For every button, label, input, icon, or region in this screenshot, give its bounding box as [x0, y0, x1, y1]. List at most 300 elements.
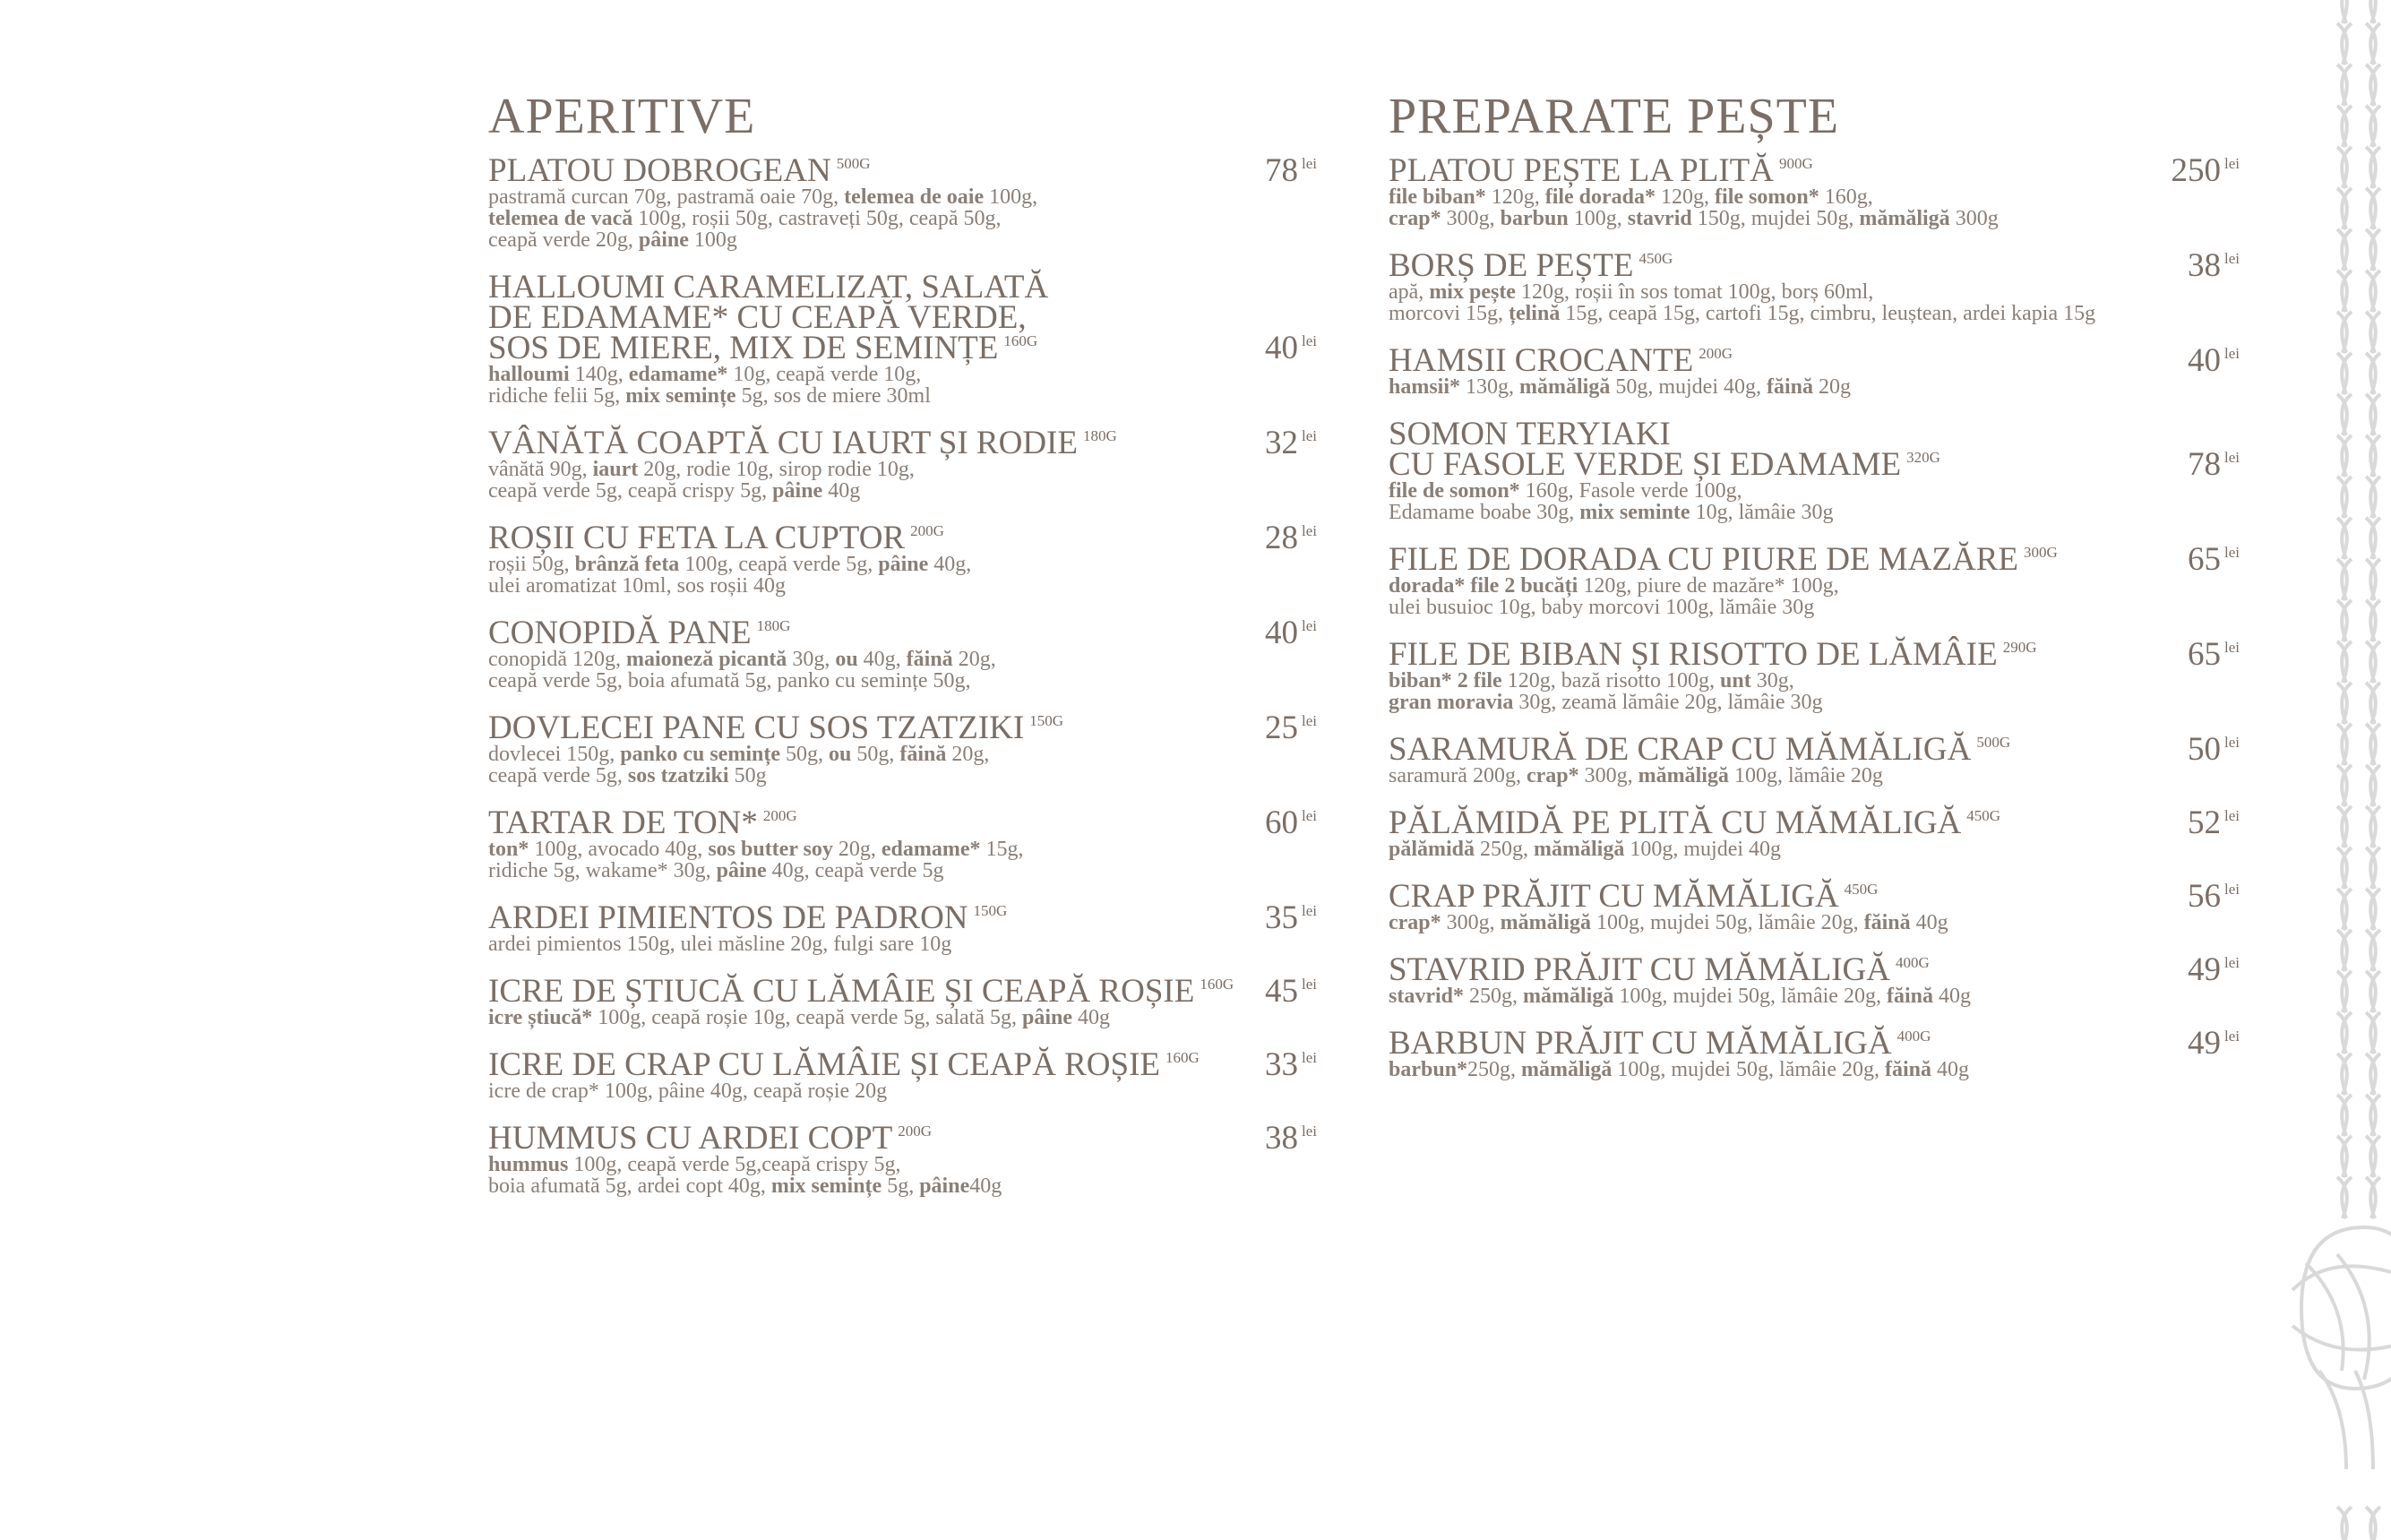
dish-ingredients: [1389, 575, 2159, 618]
ingredient-text: 40g: [1932, 984, 1971, 1008]
ingredients-line: [488, 364, 1236, 385]
price-value: 78: [1265, 151, 1298, 189]
menu-item: [1389, 151, 2240, 230]
ingredient-highlight: mix seminte: [1579, 500, 1690, 524]
dish-price: [1265, 709, 1317, 746]
ingredient-text: 30g, zeamă lămâie 20g, lămâie 30g: [1513, 690, 1823, 714]
menu-item: [1389, 415, 2240, 524]
ingredient-text: 100g: [688, 228, 737, 252]
ingredient-text: 20g,: [832, 837, 882, 861]
ingredient-text: 15g, ceapă 15g, cartofi 15g, cimbru, leuștean, ardei kapia 15g: [1560, 301, 2096, 325]
menu-item: [1389, 341, 2240, 399]
menu-item: [1389, 951, 2240, 1008]
menu-item: [488, 614, 1317, 693]
dish-weight: 160G: [1003, 332, 1038, 350]
ingredient-text: apă,: [1389, 280, 1430, 304]
dish-price: [1265, 1045, 1317, 1083]
dish-weight: 180G: [756, 617, 791, 635]
ingredient-text: 250g,: [1464, 984, 1523, 1008]
ingredients-line: [1389, 376, 2159, 398]
dish-name-line: FILE DE BIBAN ȘI RISOTTO DE LĂMÂIE $^{290G}$: [1389, 635, 2037, 673]
currency-label: lei: [2224, 881, 2240, 899]
dish-price: [1265, 329, 1317, 366]
ingredient-highlight: mămăligă: [1519, 374, 1611, 399]
ingredient-highlight: pâine: [716, 858, 767, 882]
dish-price: [1265, 424, 1317, 461]
ingredient-highlight: maioneză picantă: [625, 647, 787, 671]
ingredients-line: [488, 670, 1236, 692]
price-value: 65: [2188, 540, 2221, 578]
ingredients-line: [1389, 480, 2159, 502]
ingredient-highlight: halloumi: [488, 362, 570, 386]
ingredient-text: 100g, ceapă verde 5g,ceapă crispy 5g,: [568, 1152, 901, 1176]
dish-name: [488, 268, 1236, 366]
price-value: 38: [1265, 1119, 1298, 1157]
ingredient-highlight: mix pește: [1429, 280, 1516, 304]
ingredient-text: 20g, rodie 10g, sirop rodie 10g,: [638, 457, 915, 481]
currency-label: lei: [1302, 332, 1317, 350]
currency-label: lei: [2224, 544, 2240, 562]
ingredient-text: 250g,: [1467, 1057, 1522, 1081]
dish-name-line: VÂNĂTĂ COAPTĂ CU IAURT ȘI RODIE $^{180G}$: [488, 424, 1117, 461]
ingredient-highlight: ton*: [488, 837, 529, 861]
dish-weight: 180G: [1082, 427, 1117, 445]
menu-item: [1389, 730, 2240, 787]
price-value: 56: [2188, 877, 2221, 915]
ingredient-highlight: mămăligă: [1859, 206, 1950, 230]
ingredient-text: 150g, mujdei 50g,: [1691, 206, 1860, 230]
price-value: 25: [1265, 709, 1298, 746]
ingredient-text: dovlecei 150g,: [488, 742, 621, 766]
dish-name-line: CU FASOLE VERDE ȘI EDAMAME $^{320G}$: [1389, 445, 1940, 483]
menu-item: [488, 519, 1317, 598]
dish-ingredients: [1389, 480, 2159, 523]
ingredient-text: 20g: [1813, 374, 1852, 399]
dish-name-line: FILE DE DORADA CU PIURE DE MAZĂRE $^{300G}$: [1389, 540, 2058, 578]
dish-name: [1389, 415, 2159, 483]
ingredients-line: [1389, 502, 2159, 523]
ingredient-highlight: file somon*: [1715, 185, 1819, 209]
ingredient-highlight: țelină: [1508, 301, 1561, 325]
ingredient-text: ceapă verde 20g,: [488, 228, 639, 252]
ingredient-text: 100g, mujdei 50g, lămâie 20g,: [1612, 1057, 1885, 1081]
currency-label: lei: [1302, 712, 1317, 730]
price-value: 40: [1265, 329, 1298, 366]
ingredient-highlight: unt: [1720, 668, 1751, 693]
ingredient-highlight: edamame*: [881, 837, 981, 861]
dish-weight: 290G: [2002, 639, 2037, 657]
ingredient-text: 120g, roșii în sos tomat 100g, borș 60ml,: [1515, 280, 1874, 304]
dish-ingredients: [488, 744, 1236, 787]
price-value: 28: [1265, 519, 1298, 556]
ingredient-highlight: făină: [1767, 374, 1814, 399]
ingredients-line: [488, 1007, 1236, 1028]
ingredient-text: ceapă verde 5g, ceapă crispy 5g,: [488, 478, 773, 503]
ingredient-highlight: hamsii*: [1389, 374, 1461, 399]
dish-price: [1265, 151, 1317, 189]
menu-item: [1389, 804, 2240, 861]
ingredients-line: [488, 839, 1236, 860]
dish-name-line: SARAMURĂ DE CRAP CU MĂMĂLIGĂ $^{500G}$: [1389, 730, 2011, 768]
ingredients-line: [1389, 281, 2159, 303]
ingredient-highlight: telemea de vacă: [488, 206, 633, 230]
dish-name: [1389, 635, 2159, 673]
dish-weight: 200G: [762, 807, 797, 825]
ingredient-highlight: barbun: [1500, 206, 1569, 230]
ingredient-text: 40g: [1931, 1057, 1970, 1081]
price-value: 65: [2188, 635, 2221, 673]
ingredient-text: roșii 50g,: [488, 552, 575, 576]
dish-ingredients: [488, 1007, 1236, 1028]
dish-name-line: HUMMUS CU ARDEI COPT $^{200G}$: [488, 1119, 933, 1157]
ingredient-highlight: panko cu semințe: [620, 742, 780, 766]
ingredient-text: 120g, bază risotto 100g,: [1501, 668, 1720, 693]
ingredients-line: [488, 860, 1236, 882]
price-value: 38: [2188, 246, 2221, 284]
ingredients-line: [1389, 303, 2159, 324]
dish-name-line: DE EDAMAME* CU CEAPĂ VERDE,: [488, 298, 1027, 336]
dish-ingredients: [1389, 186, 2159, 229]
menu-item: [488, 424, 1317, 503]
dish-name: [1389, 341, 2159, 379]
dish-weight: 200G: [1699, 345, 1733, 363]
dish-name-line: ARDEI PIMIENTOS DE PADRON $^{150G}$: [488, 899, 1008, 936]
ingredient-highlight: făină: [1885, 1057, 1932, 1081]
price-value: 50: [2188, 730, 2221, 768]
currency-label: lei: [2224, 250, 2240, 268]
ingredient-text: 250g,: [1475, 837, 1535, 861]
dish-name: [1389, 730, 2159, 768]
dish-weight: 450G: [1638, 250, 1673, 268]
rope-knot-icon: [2266, 0, 2391, 1540]
ingredient-text: ulei busuioc 10g, baby morcovi 100g, lămâie 30g: [1389, 595, 1815, 619]
currency-label: lei: [1302, 976, 1317, 994]
ingredient-text: ulei aromatizat 10ml, sos roșii 40g: [488, 573, 786, 598]
currency-label: lei: [2224, 807, 2240, 825]
dish-price: [2188, 951, 2240, 988]
dish-name-line: HALLOUMI CARAMELIZAT, SALATĂ: [488, 268, 1049, 305]
dish-ingredients: [488, 459, 1236, 502]
ingredient-text: 50g,: [779, 742, 829, 766]
ingredients-line: [488, 1175, 1236, 1197]
dish-price: [1265, 899, 1317, 936]
ingredients-line: [488, 575, 1236, 597]
ingredient-text: 100g, mujdei 50g, lămâie 20g,: [1613, 984, 1887, 1008]
dish-ingredients: [488, 1080, 1236, 1102]
price-value: 32: [1265, 424, 1298, 461]
currency-label: lei: [2224, 1028, 2240, 1045]
dish-name-line: CRAP PRĂJIT CU MĂMĂLIGĂ $^{450G}$: [1389, 877, 1879, 915]
menu-item: [488, 804, 1317, 882]
dish-name: [1389, 540, 2159, 578]
dish-weight: 160G: [1165, 1049, 1200, 1067]
dish-weight: 500G: [1976, 734, 2011, 752]
ingredients-line: [488, 744, 1236, 765]
dish-weight: 320G: [1906, 449, 1940, 467]
price-value: 60: [1265, 804, 1298, 841]
dish-weight: 450G: [1844, 881, 1879, 899]
ingredient-text: 50g,: [851, 742, 900, 766]
ingredient-text: 20g,: [952, 647, 996, 671]
currency-label: lei: [1302, 1123, 1317, 1140]
dish-price: [1265, 614, 1317, 651]
dish-ingredients: [1389, 1059, 2159, 1080]
menu-item: [488, 268, 1317, 408]
menu-column-aperitive: [488, 90, 1317, 1218]
menu-item: [488, 709, 1317, 787]
currency-label: lei: [2224, 639, 2240, 657]
ingredient-text: 100g, mujdei 40g: [1624, 837, 1782, 861]
ingredient-highlight: făină: [1863, 910, 1911, 934]
dish-price: [2188, 635, 2240, 673]
dish-price: [2188, 730, 2240, 768]
ingredient-text: 160g,: [1819, 185, 1873, 209]
ingredient-highlight: gran moravia: [1389, 690, 1514, 714]
ingredient-text: 100g, roșii 50g, castraveți 50g, ceapă 50g,: [632, 206, 1002, 230]
ingredient-text: vânătă 90g,: [488, 457, 593, 481]
ingredient-highlight: brânză feta: [574, 552, 680, 576]
menu-list: [488, 151, 1317, 1198]
dish-ingredients: [488, 554, 1236, 597]
menu-item: [1389, 877, 2240, 934]
ingredient-text: 30g,: [787, 647, 836, 671]
ingredient-highlight: file dorada*: [1544, 185, 1656, 209]
dish-price: [2188, 804, 2240, 841]
ingredients-line: [488, 1080, 1236, 1102]
ingredient-text: 300g,: [1578, 763, 1638, 787]
ingredient-highlight: stavrid: [1627, 206, 1692, 230]
price-value: 40: [1265, 614, 1298, 651]
ingredient-highlight: mix semințe: [770, 1174, 882, 1198]
menu-item: [488, 1119, 1317, 1198]
section-title: PREPARATE PEȘTE: [1389, 89, 1840, 144]
ingredient-text: 30g,: [1750, 668, 1794, 693]
ingredient-text: 100g, avocado 40g,: [529, 837, 709, 861]
dish-ingredients: [1389, 765, 2159, 787]
ingredient-text: 100g, ceapă verde 5g,: [679, 552, 879, 576]
ingredient-highlight: mix semințe: [625, 383, 736, 408]
dish-name-line: PĂLĂMIDĂ PE PLITĂ CU MĂMĂLIGĂ $^{450G}$: [1389, 804, 2001, 841]
ingredient-text: ridiche felii 5g,: [488, 383, 626, 408]
dish-price: [1265, 972, 1317, 1010]
currency-label: lei: [1302, 522, 1317, 540]
dish-price: [2188, 877, 2240, 915]
dish-name: [1389, 804, 2159, 841]
ingredients-line: [1389, 839, 2159, 860]
ingredient-text: 40g: [822, 478, 861, 503]
ingredient-text: 100g, lămâie 20g: [1728, 763, 1883, 787]
ingredient-text: icre de crap* 100g, pâine 40g, ceapă roșie 20g: [488, 1079, 888, 1103]
ingredients-line: [1389, 692, 2159, 713]
ingredient-highlight: file de somon*: [1389, 478, 1520, 503]
dish-price: [1265, 804, 1317, 841]
currency-label: lei: [1302, 807, 1317, 825]
ingredients-line: [488, 480, 1236, 502]
price-value: 33: [1265, 1045, 1298, 1083]
ingredient-highlight: mămăligă: [1500, 910, 1591, 934]
dish-name-line: HAMSII CROCANTE $^{200G}$: [1389, 341, 1733, 379]
dish-name-line: ICRE DE ȘTIUCĂ CU LĂMÂIE ȘI CEAPĂ ROȘIE $^{160G}$: [488, 972, 1234, 1010]
ingredients-line: [488, 933, 1236, 955]
dish-ingredients: [488, 839, 1236, 882]
dish-name: [488, 424, 1236, 461]
ingredient-highlight: iaurt: [592, 457, 639, 481]
dish-weight: 500G: [836, 155, 871, 173]
price-value: 45: [1265, 972, 1298, 1010]
dish-name-line: SOS DE MIERE, MIX DE SEMINȚE $^{160G}$: [488, 329, 1038, 366]
dish-name-line: BARBUN PRĂJIT CU MĂMĂLIGĂ $^{400G}$: [1389, 1024, 1931, 1062]
ingredient-text: ceapă verde 5g, boia afumată 5g, panko cu semințe 50g,: [488, 668, 971, 693]
currency-label: lei: [2224, 345, 2240, 363]
dish-price: [2188, 1024, 2240, 1062]
ingredient-highlight: făină: [1886, 984, 1933, 1008]
ingredient-highlight: făină: [906, 647, 953, 671]
ingredients-line: [1389, 670, 2159, 692]
menu-item: [1389, 635, 2240, 714]
dish-name: [488, 1045, 1236, 1083]
ingredient-highlight: mămăligă: [1521, 1057, 1613, 1081]
ingredient-highlight: pâine: [638, 228, 689, 252]
dish-price: [1265, 519, 1317, 556]
price-value: 52: [2188, 804, 2221, 841]
dish-weight: 150G: [973, 902, 1008, 920]
ingredient-highlight: telemea de oaie: [844, 185, 985, 209]
price-value: 40: [2188, 341, 2221, 379]
dish-name: [488, 709, 1236, 746]
ingredient-highlight: biban* 2 file: [1389, 668, 1502, 693]
dish-name: [1389, 151, 2159, 189]
ingredient-text: 130g,: [1460, 374, 1520, 399]
dish-name-line: DOVLECEI PANE CU SOS TZATZIKI $^{150G}$: [488, 709, 1063, 746]
ingredient-text: saramură 200g,: [1389, 763, 1527, 787]
dish-name-line: PLATOU DOBROGEAN $^{500G}$: [488, 151, 871, 189]
ingredient-text: 40g, ceapă verde 5g: [766, 858, 944, 882]
dish-name: [488, 972, 1236, 1010]
menu-item: [488, 972, 1317, 1029]
currency-label: lei: [2224, 734, 2240, 752]
ingredient-highlight: sos butter soy: [708, 837, 833, 861]
ingredient-highlight: crap*: [1389, 910, 1441, 934]
dish-ingredients: [488, 1154, 1236, 1197]
ingredient-text: morcovi 15g,: [1389, 301, 1509, 325]
ingredients-line: [1389, 208, 2159, 229]
ingredient-highlight: crap*: [1389, 206, 1441, 230]
currency-label: lei: [1302, 617, 1317, 635]
menu-list: [1389, 151, 2240, 1081]
ingredients-line: [488, 765, 1236, 787]
ingredients-line: [488, 385, 1236, 407]
dish-name: [488, 519, 1236, 556]
ingredient-text: 160g, Fasole verde 100g,: [1519, 478, 1742, 503]
dish-price: [2188, 341, 2240, 379]
ingredient-text: 120g,: [1656, 185, 1716, 209]
currency-label: lei: [1302, 902, 1317, 920]
ingredient-highlight: icre știucă*: [488, 1005, 593, 1029]
ingredients-line: [1389, 912, 2159, 933]
ingredient-text: 5g, sos de miere 30ml: [735, 383, 931, 408]
ingredient-text: 100g,: [984, 185, 1038, 209]
ingredient-text: 100g, mujdei 50g, lămâie 20g,: [1590, 910, 1864, 934]
price-value: 49: [2188, 1024, 2221, 1062]
ingredient-text: 140g,: [569, 362, 629, 386]
ingredient-text: 100g,: [1568, 206, 1628, 230]
currency-label: lei: [1302, 427, 1317, 445]
section-title: APERITIVE: [488, 89, 756, 144]
dish-price: [2188, 246, 2240, 284]
menu-column-preparate-peste: [1389, 90, 2240, 1102]
currency-label: lei: [2224, 155, 2240, 173]
ingredient-highlight: dorada* file 2 bucăți: [1389, 573, 1578, 598]
currency-label: lei: [1302, 155, 1317, 173]
dish-name-line: ICRE DE CRAP CU LĂMÂIE ȘI CEAPĂ ROȘIE $^{160G}$: [488, 1045, 1200, 1083]
price-value: 49: [2188, 951, 2221, 988]
ingredients-line: [1389, 575, 2159, 597]
menu-item: [1389, 246, 2240, 325]
price-value: 35: [1265, 899, 1298, 936]
ingredient-highlight: pălămidă: [1389, 837, 1475, 861]
ingredient-highlight: făină: [899, 742, 947, 766]
ingredient-text: 40g: [1072, 1005, 1111, 1029]
ingredient-text: ceapă verde 5g,: [488, 763, 628, 787]
ingredient-highlight: ou: [828, 742, 852, 766]
ingredient-text: pastramă curcan 70g, pastramă oaie 70g,: [488, 185, 845, 209]
dish-weight: 200G: [910, 522, 944, 540]
ingredient-text: 10g, lămâie 30g: [1690, 500, 1834, 524]
dish-price: [2188, 445, 2240, 483]
ingredients-line: [1389, 186, 2159, 208]
dish-ingredients: [1389, 839, 2159, 860]
dish-ingredients: [1389, 985, 2159, 1007]
ingredients-line: [488, 186, 1236, 208]
dish-name-line: TARTAR DE TON* $^{200G}$: [488, 804, 797, 841]
dish-name: [1389, 1024, 2159, 1062]
ingredients-line: [1389, 765, 2159, 787]
ingredient-highlight: mămăligă: [1534, 837, 1625, 861]
ingredient-highlight: file biban*: [1389, 185, 1486, 209]
dish-name: [1389, 877, 2159, 915]
price-value: 250: [2171, 151, 2221, 189]
dish-weight: 160G: [1200, 976, 1234, 994]
dish-ingredients: [488, 364, 1236, 407]
ingredient-highlight: mămăligă: [1523, 984, 1614, 1008]
menu-item: [1389, 1024, 2240, 1081]
dish-ingredients: [1389, 376, 2159, 398]
ingredient-highlight: hummus: [488, 1152, 569, 1176]
ingredients-line: [488, 649, 1236, 670]
ingredient-highlight: edamame*: [628, 362, 728, 386]
ingredient-text: 300g,: [1441, 206, 1501, 230]
dish-ingredients: [1389, 281, 2159, 324]
dish-name: [488, 804, 1236, 841]
ingredients-line: [488, 208, 1236, 229]
dish-ingredients: [488, 933, 1236, 955]
ingredients-line: [488, 459, 1236, 480]
ingredient-text: 100g, ceapă roșie 10g, ceapă verde 5g, salată 5g,: [592, 1005, 1023, 1029]
ingredient-highlight: stavrid*: [1389, 984, 1464, 1008]
dish-name: [488, 614, 1236, 651]
dish-price: [2171, 151, 2240, 189]
dish-name: [488, 1119, 1236, 1157]
dish-name: [1389, 951, 2159, 988]
ingredient-text: 50g: [728, 763, 767, 787]
dish-name: [488, 899, 1236, 936]
menu-item: [488, 899, 1317, 956]
ingredient-text: 120g,: [1485, 185, 1545, 209]
ingredient-text: 15g,: [980, 837, 1024, 861]
ingredients-line: [488, 1154, 1236, 1175]
menu-item: [488, 151, 1317, 252]
ingredient-highlight: pâine: [772, 478, 823, 503]
